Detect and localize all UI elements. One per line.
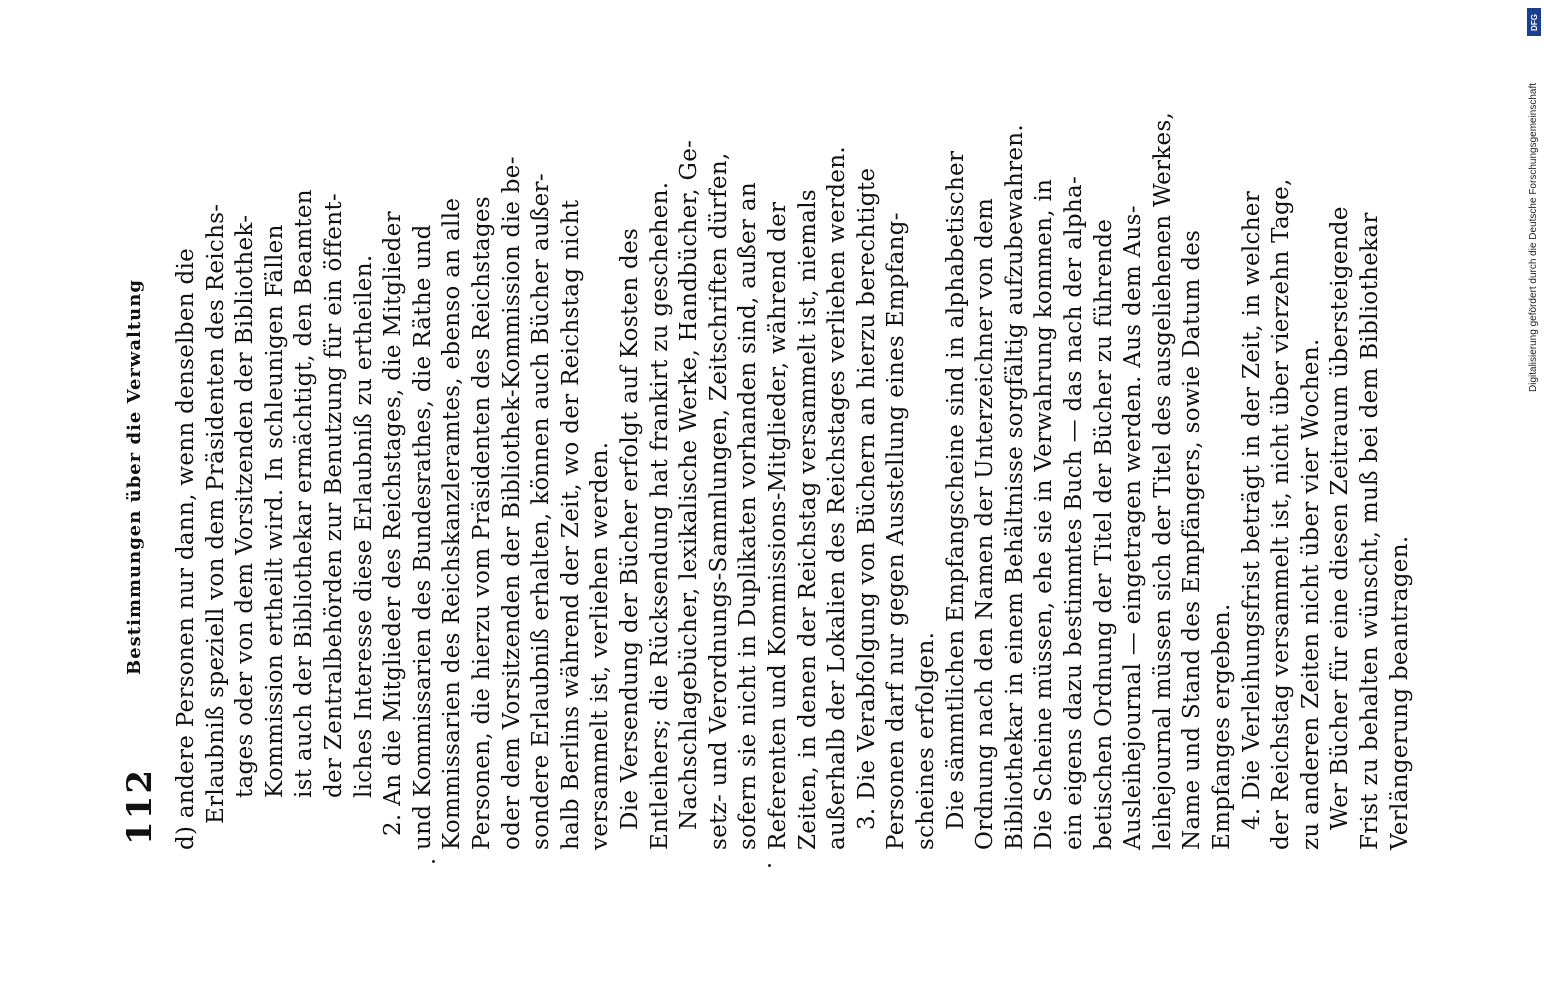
text-line: ein eigens dazu bestimmtes Buch — das nach der alpha- [1061,175,1087,850]
text-line: betischen Ordnung der Titel der Bücher zu führende [1090,218,1117,850]
digitization-credit [1528,83,1539,392]
text-line: zu anderen Zeiten nicht über vier Wochen. [1297,338,1324,850]
text-line: 2. An die Mitglieder des Reichstages, die Mitglieder [380,211,407,836]
text-line: außerhalb der Lokalien des Reichstages verliehen werden. [824,146,851,850]
text-line: tages oder von dem Vorsitzenden der Bibliothek- [232,214,259,798]
text-line: oder dem Vorsitzenden der Bibliothek-Kommission die be- [498,156,525,850]
text-line: setz- und Verordnungs-Sammlungen, Zeitschriften dürfen, [705,152,732,850]
text-line: Kommissarien des Reichskanzleramtes, ebenso an alle [439,197,466,850]
text-line: Die sämmtlichen Empfangscheine sind in alphabetischer [942,150,969,830]
text-line: Personen, die hierzu vom Präsidenten des Reichstages [469,196,495,850]
text-line: liches Interesse diese Erlaubniß zu ertheilen. [350,254,377,798]
text-line: Zeiten, in denen der Reichstag versammelt ist, niemals [794,189,821,850]
text-line: Frist zu behalten wünscht, muß bei dem Bibliothekar [1357,212,1383,850]
text-line: Nachschlagebücher, lexikalische Werke, Handbücher, Ge- [676,139,703,830]
text-line: Die Scheine müssen, ehe sie in Verwahrung kommen, in [1031,178,1058,850]
text-line: Ordnung nach den Namen der Unterzeichner von dem [972,197,999,850]
page-number: 112 [120,768,160,845]
text-line: 4. Die Verleihungsfrist beträgt in der Zeit, in welcher [1238,190,1265,830]
dfg-logo [1527,8,1541,36]
text-line: versammelt ist, verliehen werden. [587,441,614,850]
text-line: und Kommissarien des Bundesrathes, die Räthe und [409,224,436,850]
margin-mark [768,864,771,867]
text-line: Referenten und Kommissions-Mitglieder, während der [765,201,791,850]
text-line: der Zentralbehörden zur Benutzung für ein öffent- [321,193,347,798]
text-line: halb Berlins während der Zeit, wo der Reichstag nicht [557,199,584,850]
text-line: Die Versendung der Bücher erfolgt auf Kosten des [617,227,643,830]
text-line: d) andere Personen nur dann, wenn denselben die [173,247,199,850]
text-line: Kommission ertheilt wird. In schleunigen Fällen [261,224,288,798]
margin-mark [432,860,435,863]
text-line: ist auch der Bibliothekar ermächtigt, den Beamten [291,189,318,798]
credit-text: Digitalisierung gefördert durch die Deutsche Forschungsgemeinschaft [1528,82,1539,392]
running-head: Bestimmungen über die Verwaltung [124,279,145,675]
text-line: Empfanges ergeben. [1209,603,1235,850]
text-line: 3. Die Verabfolgung von Büchern an hierzu berechtigte [853,167,880,830]
text-line: sofern sie nicht in Duplikaten vorhanden sind, außer an [735,182,762,850]
text-line: Name und Stand des Empfängers, sowie Datum des [1179,229,1206,850]
text-line: scheines erfolgen. [913,631,939,850]
text-line: Entleihers; die Rücksendung hat frankirt zu geschehen. [646,181,673,850]
rotated-book-page [120,111,1413,860]
text-line: Ausleihejournal — eingetragen werden. Aus dem Aus- [1120,205,1147,850]
text-line: Personen darf nur gegen Ausstellung eines Empfang- [883,212,910,850]
dfg-logo-text: DFG [1529,13,1539,31]
text-line: leihejournal müssen sich der Titel des ausgeliehenen Werkes, [1149,111,1176,850]
text-line: Verlängerung beantragen. [1386,535,1413,850]
text-line: Erlaubniß speziell von dem Präsidenten des Reichs- [202,203,229,824]
text-line: der Reichstag versammelt ist, nicht über vierzehn Tage, [1268,178,1295,850]
text-line: sondere Erlaubniß erhalten, können auch Bücher außer- [528,173,555,850]
text-line: Bibliothekar in einem Behältnisse sorgfältig aufzubewahren. [1001,123,1028,850]
text-line: Wer Bücher für eine diesen Zeitraum übersteigende [1327,206,1354,830]
